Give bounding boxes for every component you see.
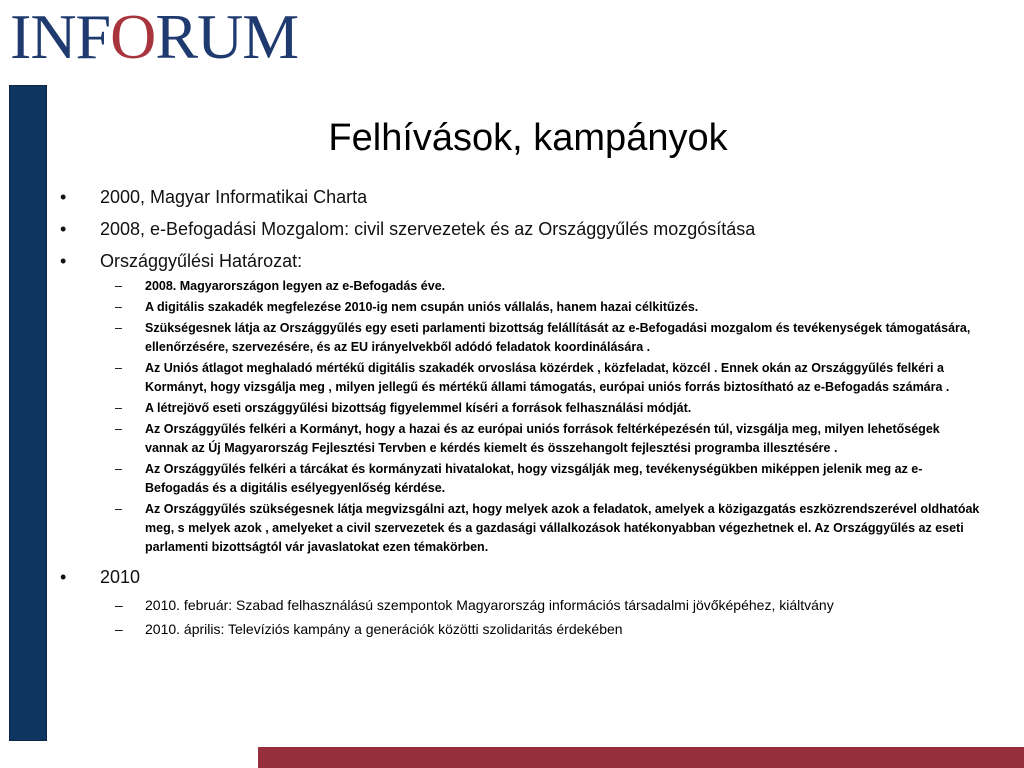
bullet-glyph: • [60, 567, 67, 587]
bullet-text: 2008, e-Befogadási Mozgalom: civil szervezetek és az Országgyűlés mozgósítása [100, 219, 756, 239]
bullet-item-2010 [60, 565, 980, 589]
sub-item [60, 298, 980, 317]
year-2010-sublist [60, 593, 980, 641]
bullet-glyph: • [60, 251, 67, 271]
dash-glyph: – [115, 422, 122, 436]
bottom-accent-bar [258, 747, 1024, 768]
bullet-item-hatarozat [60, 249, 980, 273]
sub-item-text: Az Uniós átlagot meghaladó mértékű digitális szakadék orvoslása közérdek , közfeladat, közcél . Ennek okán az Országgyűlés felkéri a Kormányt, hogy vizsgálja meg , milyen jellegű és mértékű állami támogatás, európai uniós forrás biztosítható az e-Befogadás számára . [145, 361, 950, 394]
dash-glyph: – [115, 321, 122, 335]
sub-item [60, 359, 980, 397]
bullet-glyph: • [60, 219, 67, 239]
sub-item-text: 2010. április: Televíziós kampány a generációk közötti szolidaritás érdekében [145, 621, 623, 637]
sub-item [60, 500, 980, 557]
sub-item-text: Szükségesnek látja az Országgyűlés egy eseti parlamenti bizottság felállítását az e-Befogadási mozgalom és tevékenységek támogatására, ellenőrzésére, szervezésére, és az EU irányelvekből adódó feladatok koordinálására . [145, 321, 971, 354]
dash-glyph: – [115, 597, 123, 613]
dash-glyph: – [115, 502, 122, 516]
slide-title: Felhívások, kampányok [328, 117, 728, 159]
sub-item-text: 2010. február: Szabad felhasználású szempontok Magyarország információs társadalmi jövőképéhez, kiáltvány [145, 597, 834, 613]
sub-item [60, 277, 980, 296]
dash-glyph: – [115, 279, 122, 293]
sub-item-text: 2008. Magyarországon legyen az e-Befogadás éve. [145, 279, 446, 293]
sub-item [60, 460, 980, 498]
dash-glyph: – [115, 621, 123, 637]
bullet-item-mozgalom [60, 217, 980, 241]
sub-item [60, 319, 980, 357]
bullet-glyph: • [60, 187, 67, 207]
dash-glyph: – [115, 401, 122, 415]
sub-item [60, 420, 980, 458]
bullet-text: Országgyűlési Határozat: [100, 251, 303, 271]
dash-glyph: – [115, 462, 122, 476]
sub-item-text: A digitális szakadék megfelezése 2010-ig nem csupán uniós vállalás, hanem hazai célkitűzés. [145, 300, 699, 314]
sub-item [60, 593, 980, 617]
bullet-text: 2000, Magyar Informatikai Charta [100, 187, 368, 207]
sub-item [60, 617, 980, 641]
sub-item-text: Az Országgyűlés felkéri a tárcákat és kormányzati hivatalokat, hogy vizsgálják meg, tevékenységükben miképpen jelenik meg az e-Befogadás és a digitális esélyegyenlőség kérdése. [145, 462, 923, 495]
left-accent-bar [9, 85, 47, 741]
slide-content [60, 185, 980, 641]
inforum-logo: INFORUM [10, 6, 299, 68]
bullet-text: 2010 [100, 567, 141, 587]
sub-item-text: Az Országgyűlés felkéri a Kormányt, hogy a hazai és az európai uniós források feltérképezésén túl, vizsgálja meg, milyen lehetőségek vannak az Új Magyarország Fejlesztési Tervben e kérdés kiemelt és összehangolt fejlesztési programba illesztésére . [145, 422, 940, 455]
dash-glyph: – [115, 300, 122, 314]
sub-item-text: A létrejövő eseti országgyűlési bizottság figyelemmel kíséri a források felhasználási módját. [145, 401, 692, 415]
sub-item-text: Az Országgyűlés szükségesnek látja megvizsgálni azt, hogy melyek azok a feladatok, amelyek a közigazgatás eszközrendszerével oldhatóak meg, s melyek azok , amelyeket a civil szervezetek és a gazdasági vállalkozások hatékonyabban végezhetnek el. Az Országgyűlés az eseti parlamenti bizottságtól vár javaslatokat ezen témakörben. [145, 502, 980, 554]
sub-item [60, 399, 980, 418]
hatarozat-sublist [60, 277, 980, 557]
bullet-item-charta [60, 185, 980, 209]
dash-glyph: – [115, 361, 122, 375]
